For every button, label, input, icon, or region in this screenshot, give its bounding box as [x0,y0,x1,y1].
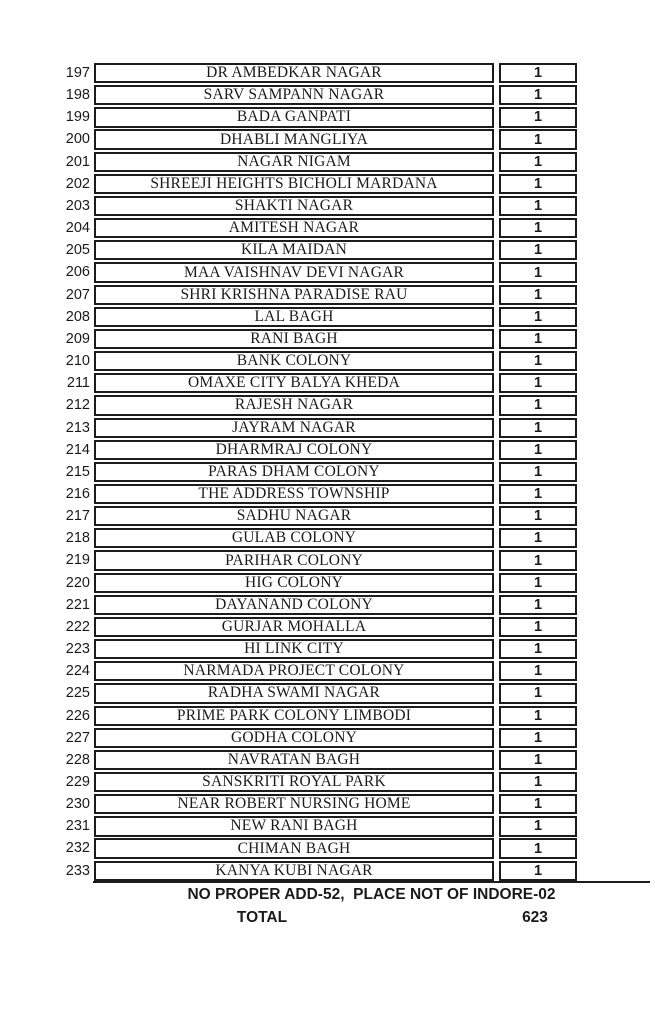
row-number: 228 [65,751,90,768]
row-number: 207 [65,286,90,303]
row-number: 205 [65,242,90,259]
locality-name-cell: LAL BAGH [94,307,494,327]
table-row [58,285,650,305]
count-cell: 1 [499,351,577,371]
row-number: 225 [65,685,90,702]
locality-name-cell: GODHA COLONY [94,728,494,748]
locality-name-cell: AMITESH NAGAR [94,218,494,238]
table-row [58,617,650,637]
count-cell: 1 [499,484,577,504]
row-number: 220 [65,574,90,591]
table-bottom-rule [93,881,650,884]
table-row [58,373,650,393]
table-row [58,129,650,149]
row-number: 201 [65,153,90,170]
count-cell: 1 [499,506,577,526]
total-value: 623 [522,909,548,927]
footer-note: NO PROPER ADD-52, PLACE NOT OF INDORE-02 [187,886,556,904]
row-number: 224 [65,663,90,680]
table-row [58,107,650,127]
locality-name-cell: SHREEJI HEIGHTS BICHOLI MARDANA [94,174,494,194]
row-number: 213 [65,419,90,436]
table-row [58,550,650,570]
table-row [58,573,650,593]
table-row [58,838,650,858]
row-number: 221 [65,596,90,613]
row-number: 227 [65,729,90,746]
locality-name-cell: HIG COLONY [94,573,494,593]
count-cell: 1 [499,129,577,149]
row-number: 217 [65,508,90,525]
row-number: 216 [65,485,90,502]
count-cell: 1 [499,706,577,726]
locality-name-cell: HI LINK CITY [94,639,494,659]
locality-name-cell: OMAXE CITY BALYA KHEDA [94,373,494,393]
row-number: 226 [65,707,90,724]
row-number: 218 [65,530,90,547]
table-row [58,85,650,105]
table-row [58,706,650,726]
locality-name-cell: NAVRATAN BAGH [94,750,494,770]
row-number: 211 [66,375,90,392]
count-cell: 1 [499,639,577,659]
table-row [58,262,650,282]
locality-name-cell: JAYRAM NAGAR [94,418,494,438]
count-cell: 1 [499,440,577,460]
table-row [58,750,650,770]
locality-name-cell: SHRI KRISHNA PARADISE RAU [94,285,494,305]
locality-name-cell: KILA MAIDAN [94,240,494,260]
count-cell: 1 [499,174,577,194]
locality-name-cell: RADHA SWAMI NAGAR [94,683,494,703]
locality-name-cell: NEW RANI BAGH [94,816,494,836]
locality-name-cell: DHABLI MANGLIYA [94,129,494,149]
locality-name-cell: DHARMRAJ COLONY [94,440,494,460]
count-cell: 1 [499,772,577,792]
locality-name-cell: DAYANAND COLONY [94,595,494,615]
row-number: 219 [65,552,90,569]
count-cell: 1 [499,595,577,615]
table-row [58,196,650,216]
table-row [58,484,650,504]
locality-name-cell: MAA VAISHNAV DEVI NAGAR [94,262,494,282]
count-cell: 1 [499,750,577,770]
locality-name-cell: DR AMBEDKAR NAGAR [94,63,494,83]
row-number: 215 [65,463,90,480]
locality-name-cell: NEAR ROBERT NURSING HOME [94,794,494,814]
table-row [58,307,650,327]
count-cell: 1 [499,373,577,393]
table-row [58,861,650,881]
count-cell: 1 [499,528,577,548]
table-row [58,506,650,526]
table-row [58,462,650,482]
row-number: 209 [65,330,90,347]
row-number: 230 [65,796,90,813]
table-rows [58,63,650,881]
row-number: 199 [65,109,90,126]
locality-name-cell: PRIME PARK COLONY LIMBODI [94,706,494,726]
locality-name-cell: RANI BAGH [94,329,494,349]
count-cell: 1 [499,285,577,305]
locality-name-cell: CHIMAN BAGH [94,838,494,858]
row-number: 210 [65,353,90,370]
table-row [58,152,650,172]
row-number: 231 [65,818,90,835]
table-row [58,395,650,415]
locality-name-cell: NARMADA PROJECT COLONY [94,661,494,681]
row-number: 198 [65,87,90,104]
count-cell: 1 [499,683,577,703]
count-cell: 1 [499,395,577,415]
locality-name-cell: KANYA KUBI NAGAR [94,861,494,881]
count-cell: 1 [499,307,577,327]
count-cell: 1 [499,861,577,881]
table-row [58,683,650,703]
count-cell: 1 [499,329,577,349]
row-number: 200 [65,131,90,148]
row-number: 212 [65,397,90,414]
locality-name-cell: SHAKTI NAGAR [94,196,494,216]
count-cell: 1 [499,462,577,482]
row-number: 197 [65,65,90,81]
total-label: TOTAL [236,909,288,927]
row-number: 208 [65,308,90,325]
count-cell: 1 [499,196,577,216]
row-number: 232 [65,840,90,857]
row-number: 204 [65,220,90,237]
total-row [93,909,650,927]
row-number: 202 [65,175,90,192]
table-row [58,329,650,349]
locality-name-cell: BANK COLONY [94,351,494,371]
locality-name-cell: GULAB COLONY [94,528,494,548]
count-cell: 1 [499,418,577,438]
row-number: 229 [65,774,90,790]
count-cell: 1 [499,63,577,83]
table-row [58,728,650,748]
count-cell: 1 [499,794,577,814]
count-cell: 1 [499,728,577,748]
row-number: 223 [65,641,90,658]
row-number: 214 [65,441,90,458]
table-row [58,63,650,83]
count-cell: 1 [499,816,577,836]
count-cell: 1 [499,550,577,570]
count-cell: 1 [499,661,577,681]
count-cell: 1 [499,107,577,127]
locality-name-cell: GURJAR MOHALLA [94,617,494,637]
count-cell: 1 [499,262,577,282]
count-cell: 1 [499,838,577,858]
count-cell: 1 [499,85,577,105]
locality-name-cell: THE ADDRESS TOWNSHIP [94,484,494,504]
locality-name-cell: RAJESH NAGAR [94,395,494,415]
table-row [58,772,650,792]
count-cell: 1 [499,218,577,238]
locality-name-cell: PARAS DHAM COLONY [94,462,494,482]
row-number: 203 [65,197,90,214]
table-row [58,174,650,194]
locality-name-cell: SADHU NAGAR [94,506,494,526]
table-row [58,528,650,548]
table-row [58,440,650,460]
locality-name-cell: SANSKRITI ROYAL PARK [94,772,494,792]
row-number: 233 [65,862,90,879]
table-row [58,218,650,238]
table-row [58,240,650,260]
table-row [58,351,650,371]
locality-table [58,63,650,927]
locality-name-cell: SARV SAMPANN NAGAR [94,85,494,105]
locality-name-cell: BADA GANPATI [94,107,494,127]
count-cell: 1 [499,617,577,637]
row-number: 222 [65,618,90,635]
table-row [58,794,650,814]
table-row [58,418,650,438]
count-cell: 1 [499,240,577,260]
table-row [58,661,650,681]
table-row [58,639,650,659]
locality-name-cell: NAGAR NIGAM [94,152,494,172]
count-cell: 1 [499,573,577,593]
table-row [58,816,650,836]
row-number: 206 [65,264,90,281]
count-cell: 1 [499,152,577,172]
locality-name-cell: PARIHAR COLONY [94,550,494,570]
table-row [58,595,650,615]
